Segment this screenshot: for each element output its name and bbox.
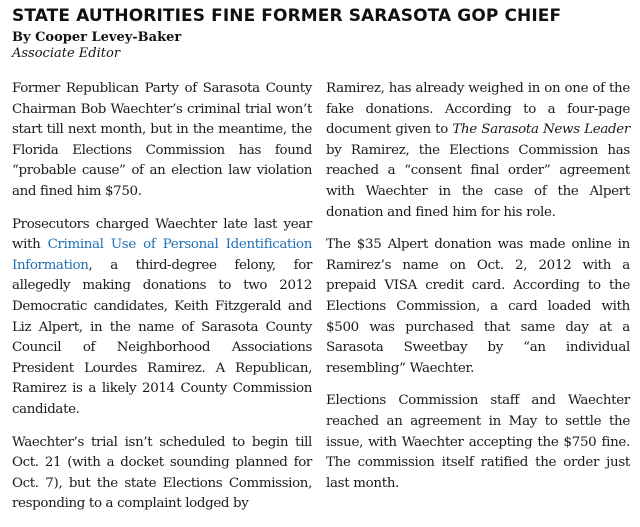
paragraph-text: by Ramirez, the Elections Commission has reached a “consent final order” agreement with Waechter in the case of the Alpert donation and fined him for his role. — [326, 142, 630, 220]
paragraph: Waechter’s trial isn’t scheduled to begin till Oct. 21 (with a docket sounding planned for Oct. 7), but the state Elections Commission, responding to a complaint lodged by — [12, 434, 312, 512]
paragraph: The $35 Alpert donation was made online in Ramirez’s name on Oct. 2, 2012 with a prepaid VISA credit card. According to the Elections Commission, a card loaded with $500 was purchased that same day at a Sarasota Sweetbay by “an individual resembling” Waechter. — [326, 237, 630, 376]
right-column — [326, 79, 630, 527]
paragraph: Elections Commission staff and Waechter reached an agreement in May to settle the issue, with Waechter accepting the $750 fine. The commission itself ratified the order just last month. — [326, 393, 630, 491]
article-byline: By Cooper Levey-Baker — [12, 30, 182, 45]
paragraph — [12, 215, 312, 421]
paragraph-text: , a third-degree felony, for allegedly making donations to two 2012 Democratic candidates, Keith Fitzgerald and Liz Alpert, in the name of Sarasota County Council of Neighborhood Associations President Lourdes Ramirez. A Republican, Ramirez is a likely 2014 County Commission candidate. — [12, 257, 312, 417]
paragraph — [326, 79, 630, 223]
criminal-use-link[interactable]: Criminal Use of Personal Identification Information — [12, 237, 312, 273]
paragraph-text: Ramirez, has already weighed in on one of the fake donations. According to a four-page document given to — [326, 81, 630, 138]
article-headline: STATE AUTHORITIES FINE FORMER SARASOTA GOP CHIEF — [12, 6, 562, 26]
publication-name: The Sarasota News Leader — [452, 122, 631, 138]
paragraph-text: Prosecutors charged Waechter late last year with — [12, 216, 312, 253]
article-body — [12, 79, 630, 527]
paragraph: Former Republican Party of Sarasota County Chairman Bob Waechter’s criminal trial won’t start till next month, but in the meantime, the Florida Elections Commission has found “probable cause” of an election law violation and fined him $750. — [12, 81, 312, 199]
byline-role: Associate Editor — [12, 46, 121, 61]
left-column — [12, 79, 312, 527]
